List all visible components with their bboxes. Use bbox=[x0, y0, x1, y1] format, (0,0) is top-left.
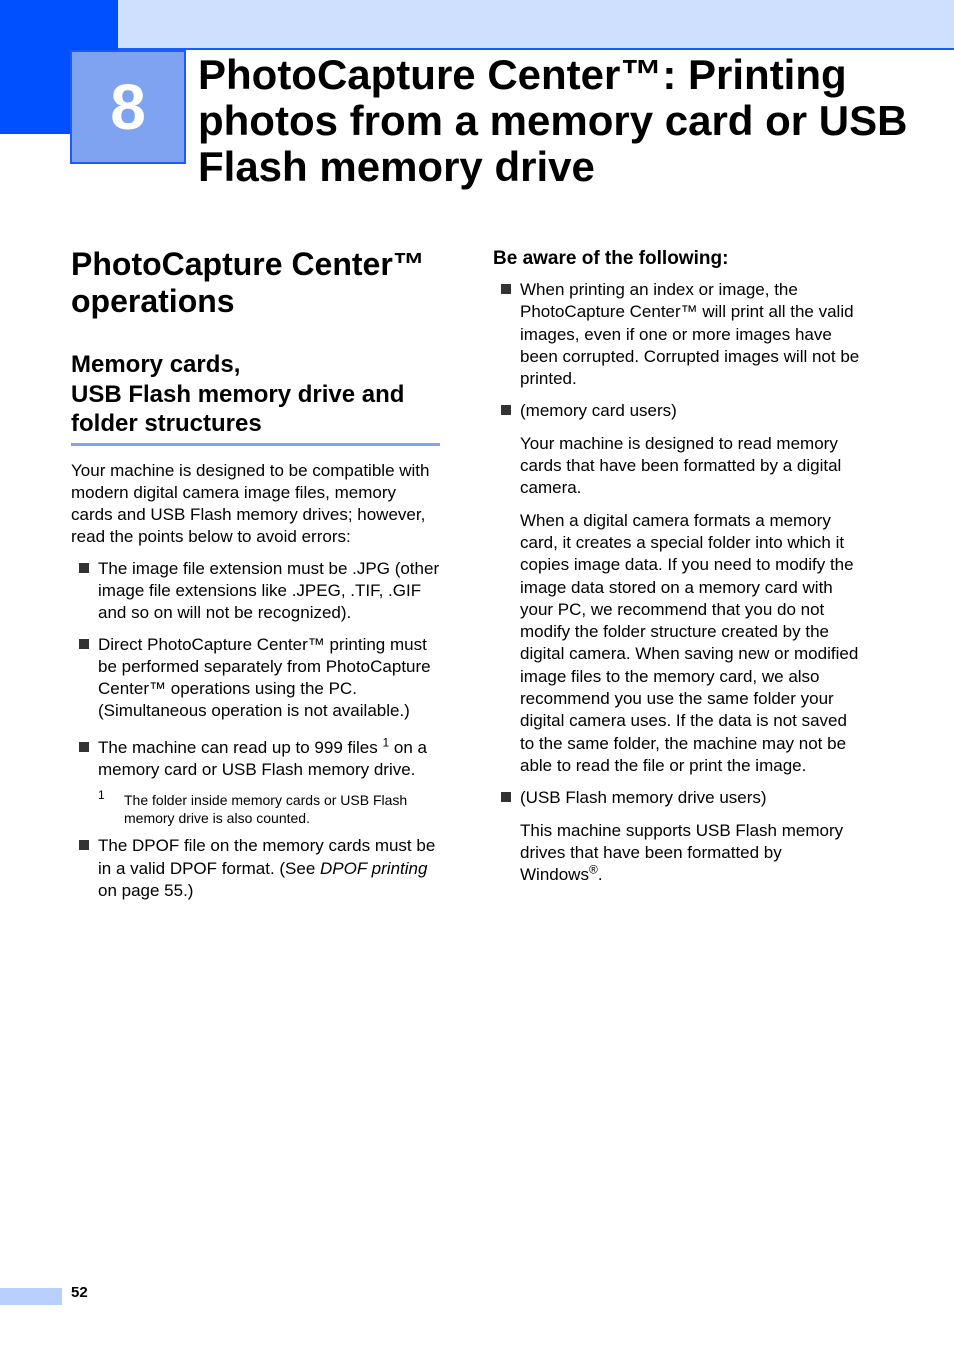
list-item-text: The DPOF file on the memory cards must be in a valid DPOF format. (See bbox=[98, 836, 436, 878]
square-bullet-icon bbox=[79, 639, 89, 649]
list-item-text-cont: on a memory card or USB Flash memory drive. bbox=[98, 737, 427, 780]
list-item bbox=[493, 787, 865, 886]
footnote-number: 1 bbox=[98, 788, 105, 803]
left-column bbox=[71, 246, 441, 902]
chapter-number: 8 bbox=[110, 71, 146, 143]
square-bullet-icon bbox=[79, 742, 89, 752]
section-heading: PhotoCapture Center™ operations bbox=[71, 246, 425, 319]
list-item-text: (USB Flash memory drive users) bbox=[520, 788, 767, 808]
registered-mark: ® bbox=[588, 862, 598, 877]
cross-reference-link[interactable]: DPOF printing bbox=[320, 858, 428, 878]
list-item bbox=[493, 279, 865, 390]
requirements-list-cont bbox=[71, 835, 441, 902]
header-band bbox=[0, 0, 954, 50]
list-item-text: Direct PhotoCapture Center™ printing must be performed separately from PhotoCapture Center™ operations using the PC. (Simultaneous operation is not available.) bbox=[98, 634, 431, 721]
page-tab bbox=[0, 1288, 62, 1305]
subheading-line-2: USB Flash memory drive and folder structures bbox=[71, 380, 405, 437]
square-bullet-icon bbox=[501, 284, 511, 294]
list-item bbox=[71, 737, 441, 782]
list-item bbox=[71, 634, 441, 723]
intro-paragraph: Your machine is designed to be compatible with modern digital camera image files, memory cards and USB Flash memory drives; however, read the points below to avoid errors: bbox=[71, 460, 430, 547]
square-bullet-icon bbox=[79, 563, 89, 573]
list-item bbox=[71, 835, 441, 902]
list-item-text: The image file extension must be .JPG (other image file extensions like .JPEG, .TIF, .GIF and so on will not be recognized). bbox=[98, 558, 440, 623]
list-item-text: The machine can read up to 999 files bbox=[98, 737, 378, 757]
requirements-list bbox=[71, 558, 441, 782]
list-item bbox=[493, 400, 865, 777]
usb-paragraph-text: This machine supports USB Flash memory drives that have been formatted by Windows bbox=[520, 820, 844, 885]
square-bullet-icon bbox=[79, 840, 89, 850]
list-item-text: (memory card users) bbox=[520, 401, 677, 421]
list-item bbox=[71, 558, 441, 625]
footnote-text: The folder inside memory cards or USB Flash memory drive is also counted. bbox=[124, 792, 408, 827]
memory-card-paragraph-2: When a digital camera formats a memory card, it creates a special folder into which it copies image data. If you need to modify the image data stored on a memory card with your PC, we recommend that you do not modify the folder structure created by the digital camera. When saving new or modified image files to the memory card, we also recommend you use the same folder your digital camera uses. If the data is not saved to the same folder, the machine may not be able to read the file or print the image. bbox=[520, 510, 859, 775]
usb-paragraph bbox=[520, 820, 865, 887]
square-bullet-icon bbox=[501, 405, 511, 415]
chapter-title: PhotoCapture Center™: Printing photos from a memory card or USB Flash memory drive bbox=[198, 51, 908, 190]
usb-paragraph-end: . bbox=[597, 865, 603, 885]
section-subheading bbox=[71, 350, 440, 446]
aware-list bbox=[493, 279, 865, 886]
aware-heading: Be aware of the following: bbox=[493, 248, 729, 269]
right-column bbox=[493, 248, 865, 886]
list-item-text: When printing an index or image, the PhotoCapture Center™ will print all the valid images, even if one or more images have been corrupted. Corrupted images will not be printed. bbox=[520, 280, 860, 389]
chapter-number-box bbox=[70, 50, 186, 164]
footnote-reference: 1 bbox=[382, 735, 390, 750]
subheading-line-1: Memory cards, bbox=[71, 351, 241, 378]
list-item-text-cont: on page 55.) bbox=[98, 880, 194, 900]
square-bullet-icon bbox=[501, 792, 511, 802]
memory-card-paragraph-1: Your machine is designed to read memory cards that have been formatted by a digital camera. bbox=[520, 433, 842, 498]
page-number: 52 bbox=[71, 1284, 88, 1301]
footnote bbox=[71, 788, 441, 827]
